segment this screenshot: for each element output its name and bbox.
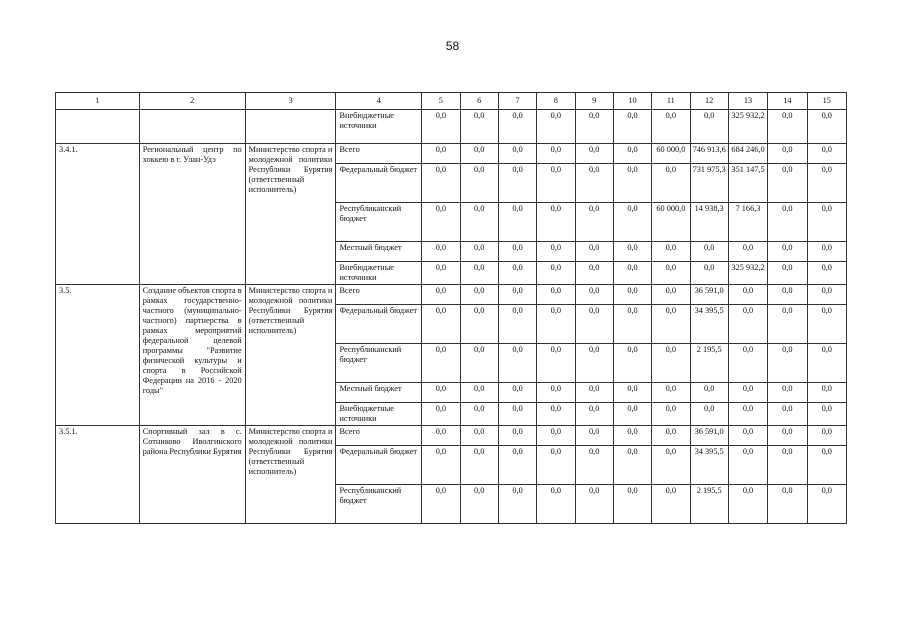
value-cell: 0,0 — [728, 344, 767, 383]
executor-cell: Министерство спорта и молодежной политики Республики Бурятия (ответственный исполнитель) — [245, 144, 336, 285]
value-cell: 0,0 — [460, 485, 498, 524]
value-cell: 0,0 — [498, 344, 536, 383]
value-cell: 36 591,0 — [690, 285, 728, 305]
value-cell: 0,0 — [498, 285, 536, 305]
value-cell: 34 395,5 — [690, 446, 728, 485]
value-cell: 0,0 — [422, 203, 460, 242]
column-header: 6 — [460, 93, 498, 110]
table-row — [56, 426, 847, 446]
value-cell: 746 913,6 — [690, 144, 728, 164]
value-cell: 0,0 — [807, 344, 846, 383]
value-cell: 0,0 — [652, 164, 690, 203]
value-cell: 0,0 — [575, 164, 613, 203]
value-cell: 0,0 — [768, 426, 807, 446]
value-cell: 0,0 — [613, 203, 651, 242]
value-cell: 0,0 — [422, 344, 460, 383]
value-cell: 0,0 — [575, 383, 613, 403]
value-cell: 0,0 — [460, 242, 498, 262]
value-cell: 0,0 — [807, 426, 846, 446]
value-cell: 0,0 — [613, 144, 651, 164]
source-cell: Республиканский бюджет — [336, 344, 422, 383]
column-header: 5 — [422, 93, 460, 110]
value-cell: 0,0 — [652, 485, 690, 524]
source-cell: Всего — [336, 285, 422, 305]
source-cell: Внебюджетные источники — [336, 403, 422, 426]
value-cell: 34 395,5 — [690, 305, 728, 344]
value-cell: 0,0 — [652, 426, 690, 446]
value-cell: 0,0 — [575, 485, 613, 524]
column-header: 1 — [56, 93, 140, 110]
value-cell: 0,0 — [613, 446, 651, 485]
value-cell: 0,0 — [460, 426, 498, 446]
value-cell: 0,0 — [728, 426, 767, 446]
value-cell: 0,0 — [728, 383, 767, 403]
value-cell: 14 938,3 — [690, 203, 728, 242]
value-cell: 0,0 — [690, 242, 728, 262]
value-cell: 2 195,5 — [690, 344, 728, 383]
value-cell: 0,0 — [422, 446, 460, 485]
value-cell: 0,0 — [498, 426, 536, 446]
value-cell: 325 932,2 — [728, 110, 767, 144]
value-cell: 0,0 — [575, 285, 613, 305]
value-cell: 0,0 — [575, 110, 613, 144]
column-header: 7 — [498, 93, 536, 110]
value-cell: 36 591,0 — [690, 426, 728, 446]
value-cell: 0,0 — [768, 446, 807, 485]
value-cell: 0,0 — [768, 383, 807, 403]
column-header: 10 — [613, 93, 651, 110]
value-cell: 0,0 — [575, 426, 613, 446]
value-cell: 0,0 — [537, 164, 575, 203]
value-cell: 0,0 — [768, 262, 807, 285]
value-cell: 0,0 — [613, 344, 651, 383]
value-cell: 0,0 — [690, 110, 728, 144]
value-cell: 0,0 — [498, 383, 536, 403]
value-cell: 0,0 — [460, 203, 498, 242]
source-cell: Всего — [336, 426, 422, 446]
executor-cell: Министерство спорта и молодежной политики Республики Бурятия (ответственный исполнитель) — [245, 285, 336, 426]
value-cell: 0,0 — [690, 262, 728, 285]
value-cell: 0,0 — [768, 242, 807, 262]
value-cell: 0,0 — [652, 383, 690, 403]
value-cell: 0,0 — [768, 203, 807, 242]
value-cell: 0,0 — [498, 203, 536, 242]
budget-table — [55, 92, 847, 524]
value-cell: 0,0 — [652, 262, 690, 285]
column-header: 11 — [652, 93, 690, 110]
value-cell: 60 000,0 — [652, 203, 690, 242]
value-cell: 0,0 — [807, 383, 846, 403]
value-cell: 684 246,0 — [728, 144, 767, 164]
value-cell: 0,0 — [728, 403, 767, 426]
code-cell: 3.5. — [56, 285, 140, 426]
code-cell — [56, 110, 140, 144]
value-cell: 0,0 — [498, 262, 536, 285]
value-cell: 0,0 — [422, 383, 460, 403]
value-cell: 0,0 — [807, 242, 846, 262]
value-cell: 351 147,5 — [728, 164, 767, 203]
value-cell: 0,0 — [460, 285, 498, 305]
value-cell: 0,0 — [807, 203, 846, 242]
value-cell: 0,0 — [575, 144, 613, 164]
value-cell: 0,0 — [768, 144, 807, 164]
value-cell: 0,0 — [807, 262, 846, 285]
code-cell: 3.5.1. — [56, 426, 140, 524]
value-cell: 0,0 — [613, 110, 651, 144]
table-header-row — [56, 93, 847, 110]
value-cell: 0,0 — [498, 305, 536, 344]
name-cell — [139, 110, 245, 144]
value-cell: 0,0 — [652, 403, 690, 426]
table-row — [56, 144, 847, 164]
value-cell: 0,0 — [422, 426, 460, 446]
value-cell: 0,0 — [537, 203, 575, 242]
value-cell: 0,0 — [537, 446, 575, 485]
name-cell: Создание объектов спорта в рамках государственно-частного (муниципально-частного) партнерства в рамках мероприятий федеральной целевой программы "Развитие физической культуры и спорта в Российской Федерации на 2016 - 2020 годы" — [139, 285, 245, 426]
value-cell: 0,0 — [498, 446, 536, 485]
value-cell: 0,0 — [498, 403, 536, 426]
value-cell: 0,0 — [422, 164, 460, 203]
value-cell: 0,0 — [460, 262, 498, 285]
value-cell: 0,0 — [460, 164, 498, 203]
value-cell: 0,0 — [460, 446, 498, 485]
value-cell: 0,0 — [807, 110, 846, 144]
value-cell: 0,0 — [768, 403, 807, 426]
executor-cell — [245, 110, 336, 144]
value-cell: 0,0 — [460, 110, 498, 144]
value-cell: 60 000,0 — [652, 144, 690, 164]
value-cell: 0,0 — [690, 403, 728, 426]
value-cell: 0,0 — [460, 344, 498, 383]
value-cell: 0,0 — [728, 485, 767, 524]
value-cell: 731 975,3 — [690, 164, 728, 203]
value-cell: 0,0 — [460, 383, 498, 403]
value-cell: 0,0 — [575, 446, 613, 485]
executor-cell: Министерство спорта и молодежной политики Республики Бурятия (ответственный исполнитель) — [245, 426, 336, 524]
value-cell: 0,0 — [807, 164, 846, 203]
value-cell: 0,0 — [613, 242, 651, 262]
column-header: 15 — [807, 93, 846, 110]
source-cell: Республиканский бюджет — [336, 203, 422, 242]
source-cell: Внебюджетные источники — [336, 110, 422, 144]
value-cell: 325 932,2 — [728, 262, 767, 285]
value-cell: 0,0 — [613, 305, 651, 344]
value-cell: 0,0 — [613, 262, 651, 285]
column-header: 4 — [336, 93, 422, 110]
column-header: 8 — [537, 93, 575, 110]
table-row — [56, 285, 847, 305]
value-cell: 0,0 — [575, 203, 613, 242]
column-header: 14 — [768, 93, 807, 110]
value-cell: 0,0 — [807, 446, 846, 485]
name-cell: Региональный центр по хоккею в г. Улан-Удэ — [139, 144, 245, 285]
value-cell: 0,0 — [613, 426, 651, 446]
value-cell: 0,0 — [807, 285, 846, 305]
value-cell: 0,0 — [498, 164, 536, 203]
column-header: 13 — [728, 93, 767, 110]
value-cell: 0,0 — [652, 110, 690, 144]
source-cell: Всего — [336, 144, 422, 164]
value-cell: 0,0 — [652, 305, 690, 344]
column-header: 2 — [139, 93, 245, 110]
value-cell: 0,0 — [575, 262, 613, 285]
value-cell: 0,0 — [768, 305, 807, 344]
value-cell: 0,0 — [613, 164, 651, 203]
value-cell: 0,0 — [613, 285, 651, 305]
value-cell: 0,0 — [537, 242, 575, 262]
value-cell: 0,0 — [422, 262, 460, 285]
value-cell: 0,0 — [768, 164, 807, 203]
value-cell: 0,0 — [768, 110, 807, 144]
code-cell: 3.4.1. — [56, 144, 140, 285]
source-cell: Федеральный бюджет — [336, 164, 422, 203]
value-cell: 0,0 — [807, 403, 846, 426]
value-cell: 0,0 — [537, 110, 575, 144]
value-cell: 0,0 — [652, 344, 690, 383]
value-cell: 0,0 — [422, 285, 460, 305]
value-cell: 0,0 — [807, 144, 846, 164]
value-cell: 0,0 — [768, 485, 807, 524]
value-cell: 0,0 — [460, 144, 498, 164]
value-cell: 0,0 — [498, 110, 536, 144]
table-row — [56, 110, 847, 144]
value-cell: 0,0 — [537, 262, 575, 285]
value-cell: 0,0 — [537, 383, 575, 403]
value-cell: 0,0 — [537, 485, 575, 524]
column-header: 3 — [245, 93, 336, 110]
value-cell: 0,0 — [422, 305, 460, 344]
value-cell: 0,0 — [652, 285, 690, 305]
value-cell: 0,0 — [537, 144, 575, 164]
value-cell: 0,0 — [422, 403, 460, 426]
source-cell: Местный бюджет — [336, 383, 422, 403]
value-cell: 0,0 — [575, 403, 613, 426]
value-cell: 0,0 — [498, 485, 536, 524]
value-cell: 0,0 — [728, 285, 767, 305]
column-header: 12 — [690, 93, 728, 110]
value-cell: 0,0 — [422, 144, 460, 164]
value-cell: 0,0 — [613, 485, 651, 524]
value-cell: 0,0 — [422, 242, 460, 262]
value-cell: 0,0 — [537, 426, 575, 446]
value-cell: 0,0 — [498, 242, 536, 262]
value-cell: 0,0 — [613, 383, 651, 403]
value-cell: 0,0 — [422, 110, 460, 144]
value-cell: 0,0 — [537, 285, 575, 305]
source-cell: Республиканский бюджет — [336, 485, 422, 524]
value-cell: 0,0 — [537, 344, 575, 383]
value-cell: 0,0 — [575, 344, 613, 383]
value-cell: 0,0 — [652, 446, 690, 485]
column-header: 9 — [575, 93, 613, 110]
value-cell: 2 195,5 — [690, 485, 728, 524]
value-cell: 0,0 — [422, 485, 460, 524]
source-cell: Федеральный бюджет — [336, 446, 422, 485]
value-cell: 0,0 — [575, 242, 613, 262]
value-cell: 0,0 — [728, 305, 767, 344]
value-cell: 0,0 — [613, 403, 651, 426]
value-cell: 0,0 — [807, 485, 846, 524]
value-cell: 0,0 — [768, 285, 807, 305]
value-cell: 0,0 — [460, 403, 498, 426]
page-number: 58 — [445, 39, 460, 53]
source-cell: Внебюджетные источники — [336, 262, 422, 285]
value-cell: 0,0 — [728, 242, 767, 262]
value-cell: 0,0 — [690, 383, 728, 403]
source-cell: Местный бюджет — [336, 242, 422, 262]
value-cell: 0,0 — [498, 144, 536, 164]
value-cell: 0,0 — [768, 344, 807, 383]
source-cell: Федеральный бюджет — [336, 305, 422, 344]
name-cell: Спортивный зал в с. Сотниково Иволгинского района Республики Бурятия — [139, 426, 245, 524]
value-cell: 0,0 — [460, 305, 498, 344]
value-cell: 0,0 — [807, 305, 846, 344]
value-cell: 0,0 — [537, 305, 575, 344]
value-cell: 0,0 — [537, 403, 575, 426]
value-cell: 0,0 — [652, 242, 690, 262]
value-cell: 0,0 — [728, 446, 767, 485]
value-cell: 0,0 — [575, 305, 613, 344]
value-cell: 7 166,3 — [728, 203, 767, 242]
